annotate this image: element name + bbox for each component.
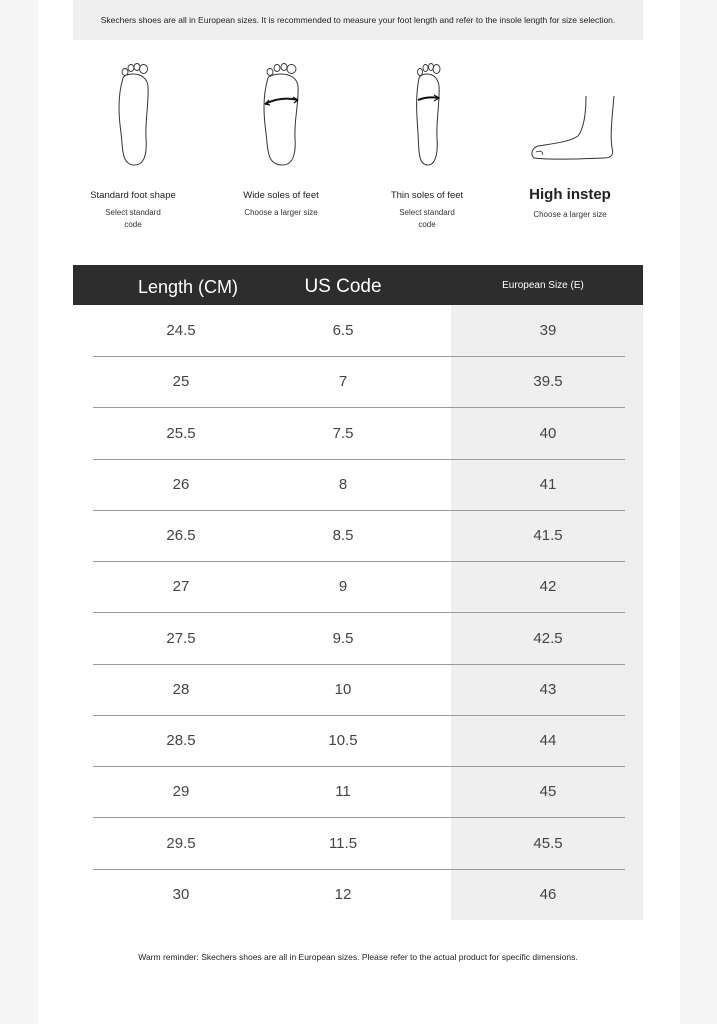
advice-line: code [124, 220, 142, 229]
table-row [93, 561, 625, 613]
cell-length: 28 [172, 680, 190, 698]
cell-length: 28.5 [166, 732, 196, 749]
foot-type-advice [68, 207, 198, 231]
table-row [93, 715, 625, 767]
standard-foot-icon [113, 58, 153, 168]
cell-european-size: 39.5 [533, 373, 563, 391]
table-row [93, 356, 625, 408]
cell-us-code: 10 [334, 680, 352, 698]
cell-european-size: 42 [539, 578, 557, 596]
cell-us-code: 11 [335, 783, 351, 801]
table-header [73, 265, 643, 305]
cell-european-size: 41.5 [533, 527, 563, 544]
foot-type-label: Thin soles of feet [390, 190, 464, 201]
cell-us-code: 10.5 [328, 732, 358, 749]
foot-type-standard [68, 58, 198, 231]
foot-type-advice [216, 207, 346, 219]
header-us-code: US Code [304, 276, 382, 297]
foot-type-guide [73, 58, 643, 238]
cell-european-size: 45 [539, 783, 557, 801]
foot-type-wide [216, 58, 346, 219]
table-row [93, 766, 625, 818]
cell-length: 30 [172, 885, 190, 903]
foot-type-label: Standard foot shape [90, 190, 176, 201]
advice-line: code [418, 220, 436, 229]
cell-length: 24.5 [166, 322, 196, 339]
cell-us-code: 6.5 [332, 322, 354, 339]
cell-us-code: 11.5 [328, 834, 358, 852]
cell-us-code: 12 [334, 885, 352, 903]
header-length: Length (CM) [137, 277, 239, 297]
table-row [93, 869, 625, 920]
advice-line: Choose a larger size [244, 208, 318, 217]
cell-european-size: 39 [539, 322, 557, 339]
foot-type-high-instep [505, 58, 635, 221]
cell-us-code: 7 [338, 373, 348, 391]
cell-length: 26.5 [166, 527, 196, 544]
cell-us-code: 9.5 [332, 629, 354, 647]
cell-us-code: 8 [338, 475, 348, 493]
cell-length: 26 [172, 475, 190, 493]
cell-length: 29.5 [166, 834, 196, 852]
sizing-notice: Skechers shoes are all in European sizes. It is recommended to measure your foot length and refer to the insole length for size selection. [73, 0, 643, 40]
table-row [93, 305, 625, 357]
advice-line: Choose a larger size [533, 210, 607, 219]
wide-foot-icon [259, 58, 303, 168]
size-guide-page [38, 0, 680, 1024]
cell-us-code: 7.5 [332, 424, 354, 442]
cell-european-size: 40 [539, 424, 557, 442]
cell-european-size: 42.5 [533, 629, 563, 647]
foot-type-label: High instep [529, 186, 611, 203]
warm-reminder: Warm reminder: Skechers shoes are all in European sizes. Please refer to the actual product for specific dimensions. [138, 952, 578, 962]
cell-length: 25.5 [166, 424, 196, 442]
table-row [93, 613, 625, 665]
table-row [93, 510, 625, 562]
cell-length: 27.5 [166, 629, 196, 647]
advice-line: Select standard [399, 208, 455, 217]
table-row [93, 459, 625, 511]
advice-line: Select standard [105, 208, 161, 217]
cell-european-size: 46 [539, 885, 557, 903]
cell-european-size: 41 [539, 475, 557, 493]
thin-foot-icon [407, 58, 447, 168]
size-chart-table [73, 265, 643, 920]
cell-european-size: 43 [539, 680, 557, 698]
foot-type-label: Wide soles of feet [243, 190, 319, 201]
header-european-size: European Size (E) [502, 280, 584, 291]
table-row [93, 664, 625, 716]
cell-length: 27 [172, 578, 190, 596]
high-instep-icon [520, 58, 620, 168]
foot-type-thin [362, 58, 492, 231]
cell-length: 29 [172, 783, 190, 801]
cell-european-size: 44 [539, 732, 557, 749]
cell-us-code: 8.5 [332, 527, 354, 544]
cell-european-size: 45.5 [533, 834, 563, 852]
table-row [93, 818, 625, 870]
foot-type-advice [362, 207, 492, 231]
foot-type-advice [505, 209, 635, 221]
cell-length: 25 [172, 373, 190, 391]
table-row [93, 408, 625, 460]
cell-us-code: 9 [338, 578, 348, 596]
